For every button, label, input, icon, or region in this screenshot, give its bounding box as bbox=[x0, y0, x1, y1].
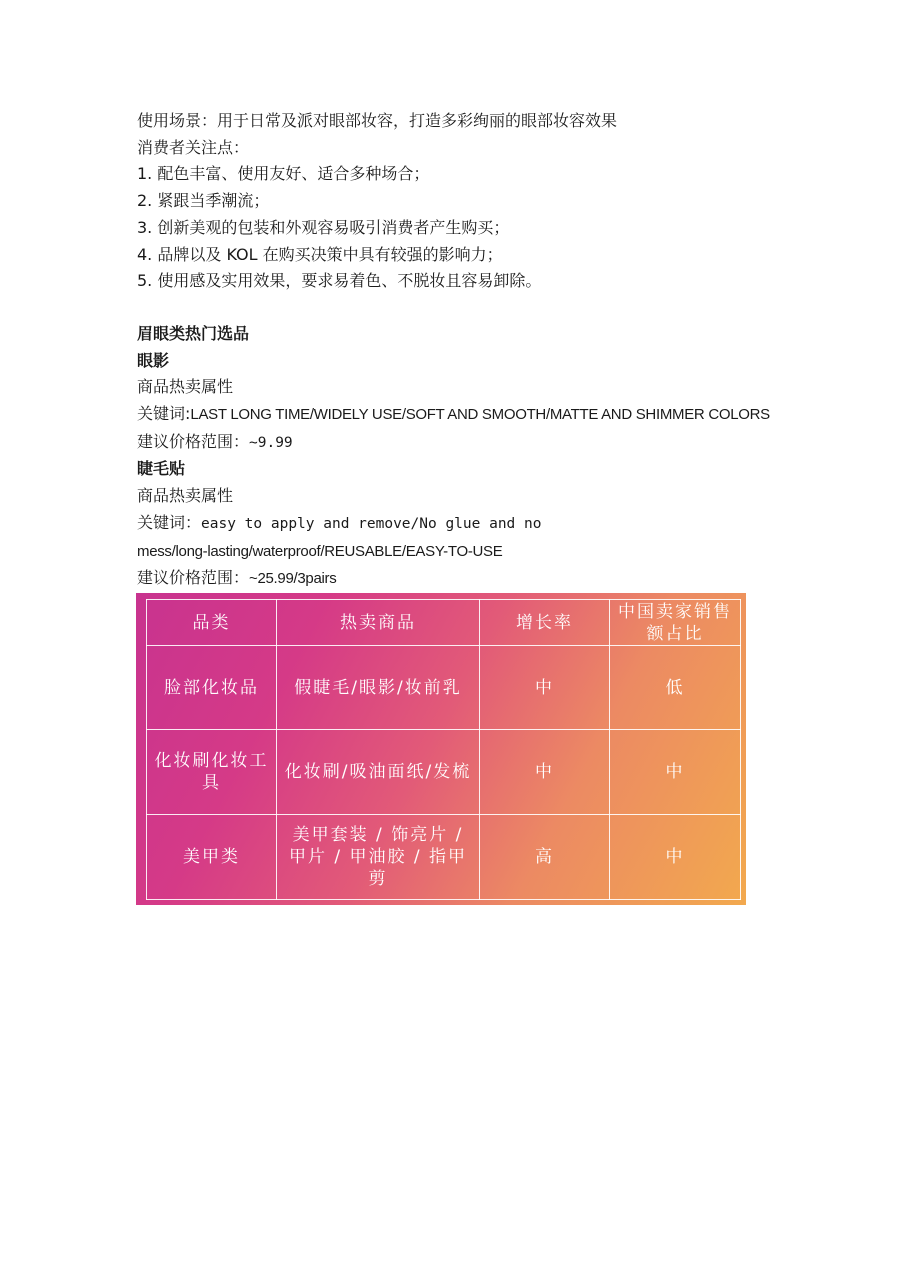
category-table bbox=[146, 599, 741, 900]
cell-share: 中 bbox=[610, 815, 741, 900]
concern-item: 3. 创新美观的包装和外观容易吸引消费者产生购买； bbox=[137, 217, 510, 237]
cell-growth: 高 bbox=[480, 815, 610, 900]
eyeshadow-price bbox=[137, 429, 837, 457]
cell-category: 脸部化妆品 bbox=[147, 646, 277, 730]
usage-scenario: 使用场景：用于日常及派对眼部妆容，打造多彩绚丽的眼部妆容效果 bbox=[137, 111, 618, 130]
header-category: 品类 bbox=[147, 600, 277, 646]
lashes-attr-label: 商品热卖属性 bbox=[137, 486, 234, 506]
keywords-label: 关键词： bbox=[137, 512, 202, 532]
cell-share: 低 bbox=[610, 646, 741, 730]
cell-growth: 中 bbox=[480, 646, 610, 730]
table-row bbox=[147, 730, 741, 815]
lashes-price bbox=[137, 565, 837, 593]
keywords-value-cont: mess/long-lasting/waterproof/REUSABLE/EASY-TO-USE bbox=[137, 542, 503, 560]
concern-item: 5. 使用感及实用效果，要求易着色、不脱妆且容易卸除。 bbox=[137, 271, 542, 291]
concerns-title: 消费者关注点： bbox=[137, 137, 250, 157]
cell-products: 假睫毛/眼影/妆前乳 bbox=[277, 646, 480, 730]
price-label: 建议价格范围： bbox=[137, 568, 250, 588]
keywords-label: 关键词: bbox=[137, 404, 191, 424]
cell-products: 美甲套装 / 饰亮片 / 甲片 / 甲油胶 / 指甲剪 bbox=[277, 815, 480, 900]
concern-item: 1. 配色丰富、使用友好、适合多种场合； bbox=[137, 164, 430, 184]
cell-category: 美甲类 bbox=[147, 815, 277, 900]
keywords-value: LAST LONG TIME/WIDELY USE/SOFT AND SMOOTH/MATTE AND SHIMMER COLORS bbox=[190, 406, 770, 424]
concern-item: 2. 紧跟当季潮流； bbox=[137, 191, 270, 211]
price-value: ~9.99 bbox=[249, 434, 293, 451]
lashes-keywords-cont bbox=[137, 538, 837, 566]
cell-growth: 中 bbox=[480, 730, 610, 815]
eyeshadow-attr-label: 商品热卖属性 bbox=[137, 377, 234, 397]
price-label: 建议价格范围： bbox=[137, 431, 250, 451]
cell-category: 化妆刷化妆工具 bbox=[147, 730, 277, 815]
table-row bbox=[147, 646, 741, 730]
keywords-value: easy to apply and remove/No glue and no bbox=[201, 515, 542, 532]
document-body bbox=[137, 108, 837, 593]
concern-item: 4. 品牌以及 KOL 在购买决策中具有较强的影响力； bbox=[137, 244, 503, 264]
table-header-row bbox=[147, 600, 741, 646]
header-china-seller-share: 中国卖家销售额占比 bbox=[610, 600, 741, 646]
cell-products: 化妆刷/吸油面纸/发梳 bbox=[277, 730, 480, 815]
eyeshadow-title: 眼影 bbox=[137, 350, 170, 370]
eyeshadow-keywords bbox=[137, 401, 837, 429]
section-title: 眉眼类热门选品 bbox=[137, 323, 250, 343]
price-value: ~25.99/3pairs bbox=[249, 570, 337, 588]
cell-share: 中 bbox=[610, 730, 741, 815]
table-row bbox=[147, 815, 741, 900]
header-hot-products: 热卖商品 bbox=[277, 600, 480, 646]
category-table-panel bbox=[136, 593, 746, 905]
lashes-title: 睫毛贴 bbox=[137, 459, 186, 479]
header-growth: 增长率 bbox=[480, 600, 610, 646]
lashes-keywords bbox=[137, 510, 837, 538]
